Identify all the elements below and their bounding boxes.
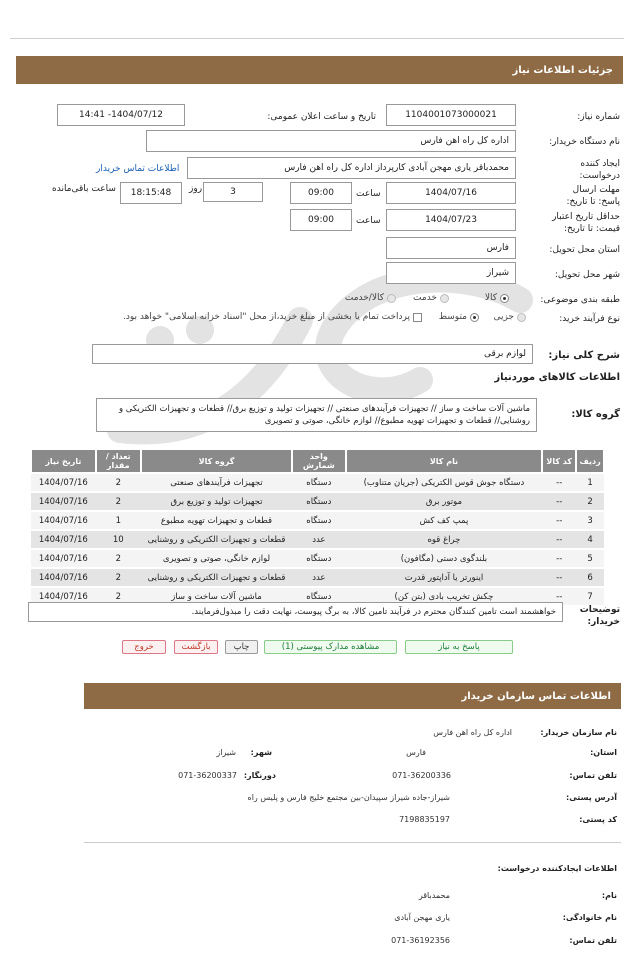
cell-group: قطعات و تجهیزات الکتریکی و روشنایی [141,530,292,549]
cell-group: ماشین آلات ساخت و ساز [141,587,292,606]
days-field[interactable]: 3 [203,182,263,202]
announce-date-field[interactable]: 1404/07/12- 14:41 [57,104,185,126]
need-number-field[interactable]: 1104001073000021 [386,104,516,126]
contact-divider [84,842,621,843]
validity-time-label: ساعت [356,216,381,226]
deadline-date-field[interactable]: 1404/07/16 [386,182,516,204]
cell-group: قطعات و تجهیزات تهویه مطبوع [141,511,292,530]
buyer-field[interactable]: اداره کل راه اهن فارس [146,130,516,152]
cell-date: 1404/07/16 [31,511,96,530]
city-contact-value: شیراز [216,748,236,757]
province-label: استان محل تحویل: [549,245,620,255]
summary-field[interactable]: لوازم برقی [92,344,533,364]
cell-unit: دستگاه [292,492,345,511]
cell-unit: دستگاه [292,511,345,530]
contact-header [84,683,621,709]
cell-qty: 2 [96,549,141,568]
table-row[interactable] [31,568,604,587]
category-option-goods-service[interactable]: کالا/خدمت [345,293,396,303]
last-name-value: یاری مهجن آبادی [394,913,450,922]
cell-date: 1404/07/16 [31,473,96,492]
goods-group-field[interactable]: ماشین آلات ساخت و ساز // تجهیزات فرآیندهای صنعتی // تجهیزات تولید و توزیع برق// قطعات و تجهیزات الکتریکی و روشنایی// قطعات و تجهیزات تهویه مطبوع// لوازم خانگی، صوتی و تصویری [96,398,537,432]
cell-row: 1 [576,473,604,492]
cell-date: 1404/07/16 [31,587,96,606]
table-row[interactable] [31,530,604,549]
cell-name: چکش تخریب بادی (بتن کن) [346,587,543,606]
validity-label: حداقل تاریخ اعتبار قیمت: تا تاریخ: [552,212,620,234]
table-row[interactable] [31,473,604,492]
cell-name: دستگاه جوش قوس الکتریکی (جریان متناوب) [346,473,543,492]
remaining-time-label: ساعت باقی‌مانده [52,184,116,194]
cell-qty: 10 [96,530,141,549]
deadline-time-field[interactable]: 09:00 [290,182,352,204]
org-label: نام سازمان خریدار: [540,728,617,737]
cell-row: 3 [576,511,604,530]
cell-row: 2 [576,492,604,511]
creator-field[interactable]: محمدباقر یاری مهجن آبادی کارپرداز اداره کل راه اهن فارس [187,157,516,179]
buyer-notes-label: توضیحات خریدار: [579,605,620,627]
deadline-label: مهلت ارسال پاسخ: تا تاریخ: [566,185,620,207]
validity-date-field[interactable]: 1404/07/23 [386,209,516,231]
table-row[interactable] [31,492,604,511]
print-button[interactable]: چاپ [225,640,258,654]
province-contact-value: فارس [406,748,426,757]
org-value: اداره کل راه اهن فارس [433,728,512,737]
cell-code: -- [542,492,576,511]
cell-unit: دستگاه [292,473,345,492]
cell-name: پمپ کف کش [346,511,543,530]
postal-label: کد پستی: [579,815,617,824]
creator-info-title: اطلاعات ایجادکننده درخواست: [497,864,617,873]
cell-code: -- [542,530,576,549]
radio-icon [517,313,526,322]
cell-code: -- [542,568,576,587]
exit-button[interactable]: خروج [122,640,166,654]
creator-label: ایجاد کننده درخواست: [579,159,620,181]
col-row-header: ردیف [576,449,604,473]
cell-unit: دستگاه [292,587,345,606]
deadline-time-label: ساعت [356,189,381,199]
cell-name: بلندگوی دستی (مگافون) [346,549,543,568]
process-label: نوع فرآیند خرید: [559,314,620,324]
address-label: آدرس پستی: [566,793,617,802]
checkbox-icon [413,313,422,322]
category-option-service[interactable]: خدمت [413,293,449,303]
creator-phone-value: 071-36192356 [391,936,450,945]
goods-group-label: گروه کالا: [571,409,620,420]
back-button[interactable]: بازگشت [174,640,218,654]
radio-selected-icon [470,313,479,322]
cell-qty: 2 [96,473,141,492]
remaining-time-field[interactable]: 18:15:48 [120,182,182,204]
cell-code: -- [542,587,576,606]
cell-unit: عدد [292,530,345,549]
table-header-row [31,449,604,473]
reply-button[interactable]: پاسخ به نیاز [405,640,513,654]
col-code-header: کد کالا [542,449,576,473]
cell-qty: 2 [96,568,141,587]
buyer-notes-field[interactable]: خواهشمند است تامین کنندگان محترم در فرآیند تامین کالا، به برگ پیوست، نهایت دقت را مبذول‌فرمایند. [28,602,563,622]
col-group-header: گروه کالا [141,449,292,473]
cell-group: تجهیزات فرآیندهای صنعتی [141,473,292,492]
cell-unit: دستگاه [292,549,345,568]
days-label: روز [189,184,203,194]
view-attachments-button[interactable]: مشاهده مدارک پیوستی (1) [264,640,397,654]
validity-time-field[interactable]: 09:00 [290,209,352,231]
cell-unit: عدد [292,568,345,587]
cell-group: قطعات و تجهیزات الکتریکی و روشنایی [141,568,292,587]
cell-row: 5 [576,549,604,568]
creator-phone-label: تلفن تماس: [569,936,617,945]
cell-code: -- [542,473,576,492]
last-name-label: نام خانوادگی: [562,913,617,922]
process-option-partial[interactable]: جزیی [493,312,526,322]
radio-icon [387,294,396,303]
province-contact-label: استان: [590,748,617,757]
cell-row: 6 [576,568,604,587]
cell-qty: 1 [96,511,141,530]
contact-title: اطلاعات تماس سازمان خریدار [461,690,611,702]
goods-table [30,448,605,607]
fax-label: دورنگار: [243,771,276,780]
table-row[interactable] [31,549,604,568]
city-contact-label: شهر: [250,748,272,757]
cell-date: 1404/07/16 [31,492,96,511]
process-option-medium[interactable]: متوسط [439,312,479,322]
cell-group: لوازم خانگی، صوتی و تصویری [141,549,292,568]
buyer-contact-link[interactable]: اطلاعات تماس خریدار [96,164,180,174]
radio-icon [440,294,449,303]
first-name-value: محمدباقر [418,891,450,900]
cell-date: 1404/07/16 [31,530,96,549]
city-label: شهر محل تحویل: [554,270,620,280]
cell-qty: 2 [96,587,141,606]
cell-name: چراغ قوه [346,530,543,549]
cell-name: موتور برق [346,492,543,511]
col-date-header: تاریخ نیاز [31,449,96,473]
cell-code: -- [542,549,576,568]
table-row[interactable] [31,511,604,530]
buyer-label: نام دستگاه خریدار: [549,137,620,147]
cell-row: 7 [576,587,604,606]
goods-info-title: اطلاعات کالاهای موردنیاز [494,372,620,383]
announce-date-label: تاریخ و ساعت اعلان عمومی: [267,112,376,122]
postal-value: 7198835197 [399,815,450,824]
col-name-header: نام کالا [346,449,543,473]
need-number-label: شماره نیاز: [577,112,620,122]
col-unit-header: واحد شمارش [292,449,345,473]
category-option-goods[interactable]: کالا [485,293,509,303]
treasury-payment-checkbox[interactable]: پرداخت تمام یا بخشی از مبلغ خرید،از محل "اسناد خزانه اسلامی" خواهد بود. [123,312,422,322]
cell-group: تجهیزات تولید و توزیع برق [141,492,292,511]
address-value: شیراز-جاده شیراز سپیدان-بین مجتمع خلیج فارس و پلیس راه [247,793,450,802]
city-field[interactable]: شیراز [386,262,516,284]
cell-date: 1404/07/16 [31,568,96,587]
col-qty-header: تعداد / مقدار [96,449,141,473]
first-name-label: نام: [601,891,617,900]
summary-label: شرح کلی نیاز: [548,350,620,361]
cell-qty: 2 [96,492,141,511]
cell-row: 4 [576,530,604,549]
radio-selected-icon [500,294,509,303]
province-field[interactable]: فارس [386,237,516,259]
cell-date: 1404/07/16 [31,549,96,568]
page-title: جزئیات اطلاعات نیاز [512,64,613,76]
phone-label: تلفن تماس: [569,771,617,780]
page-header [16,56,623,84]
cell-code: -- [542,511,576,530]
top-divider [10,38,624,39]
cell-name: اینورتر یا آداپتور قدرت [346,568,543,587]
category-label: طبقه بندی موضوعی: [540,295,620,305]
fax-value: 071-36200337 [178,771,237,780]
phone-value: 071-36200336 [392,771,451,780]
